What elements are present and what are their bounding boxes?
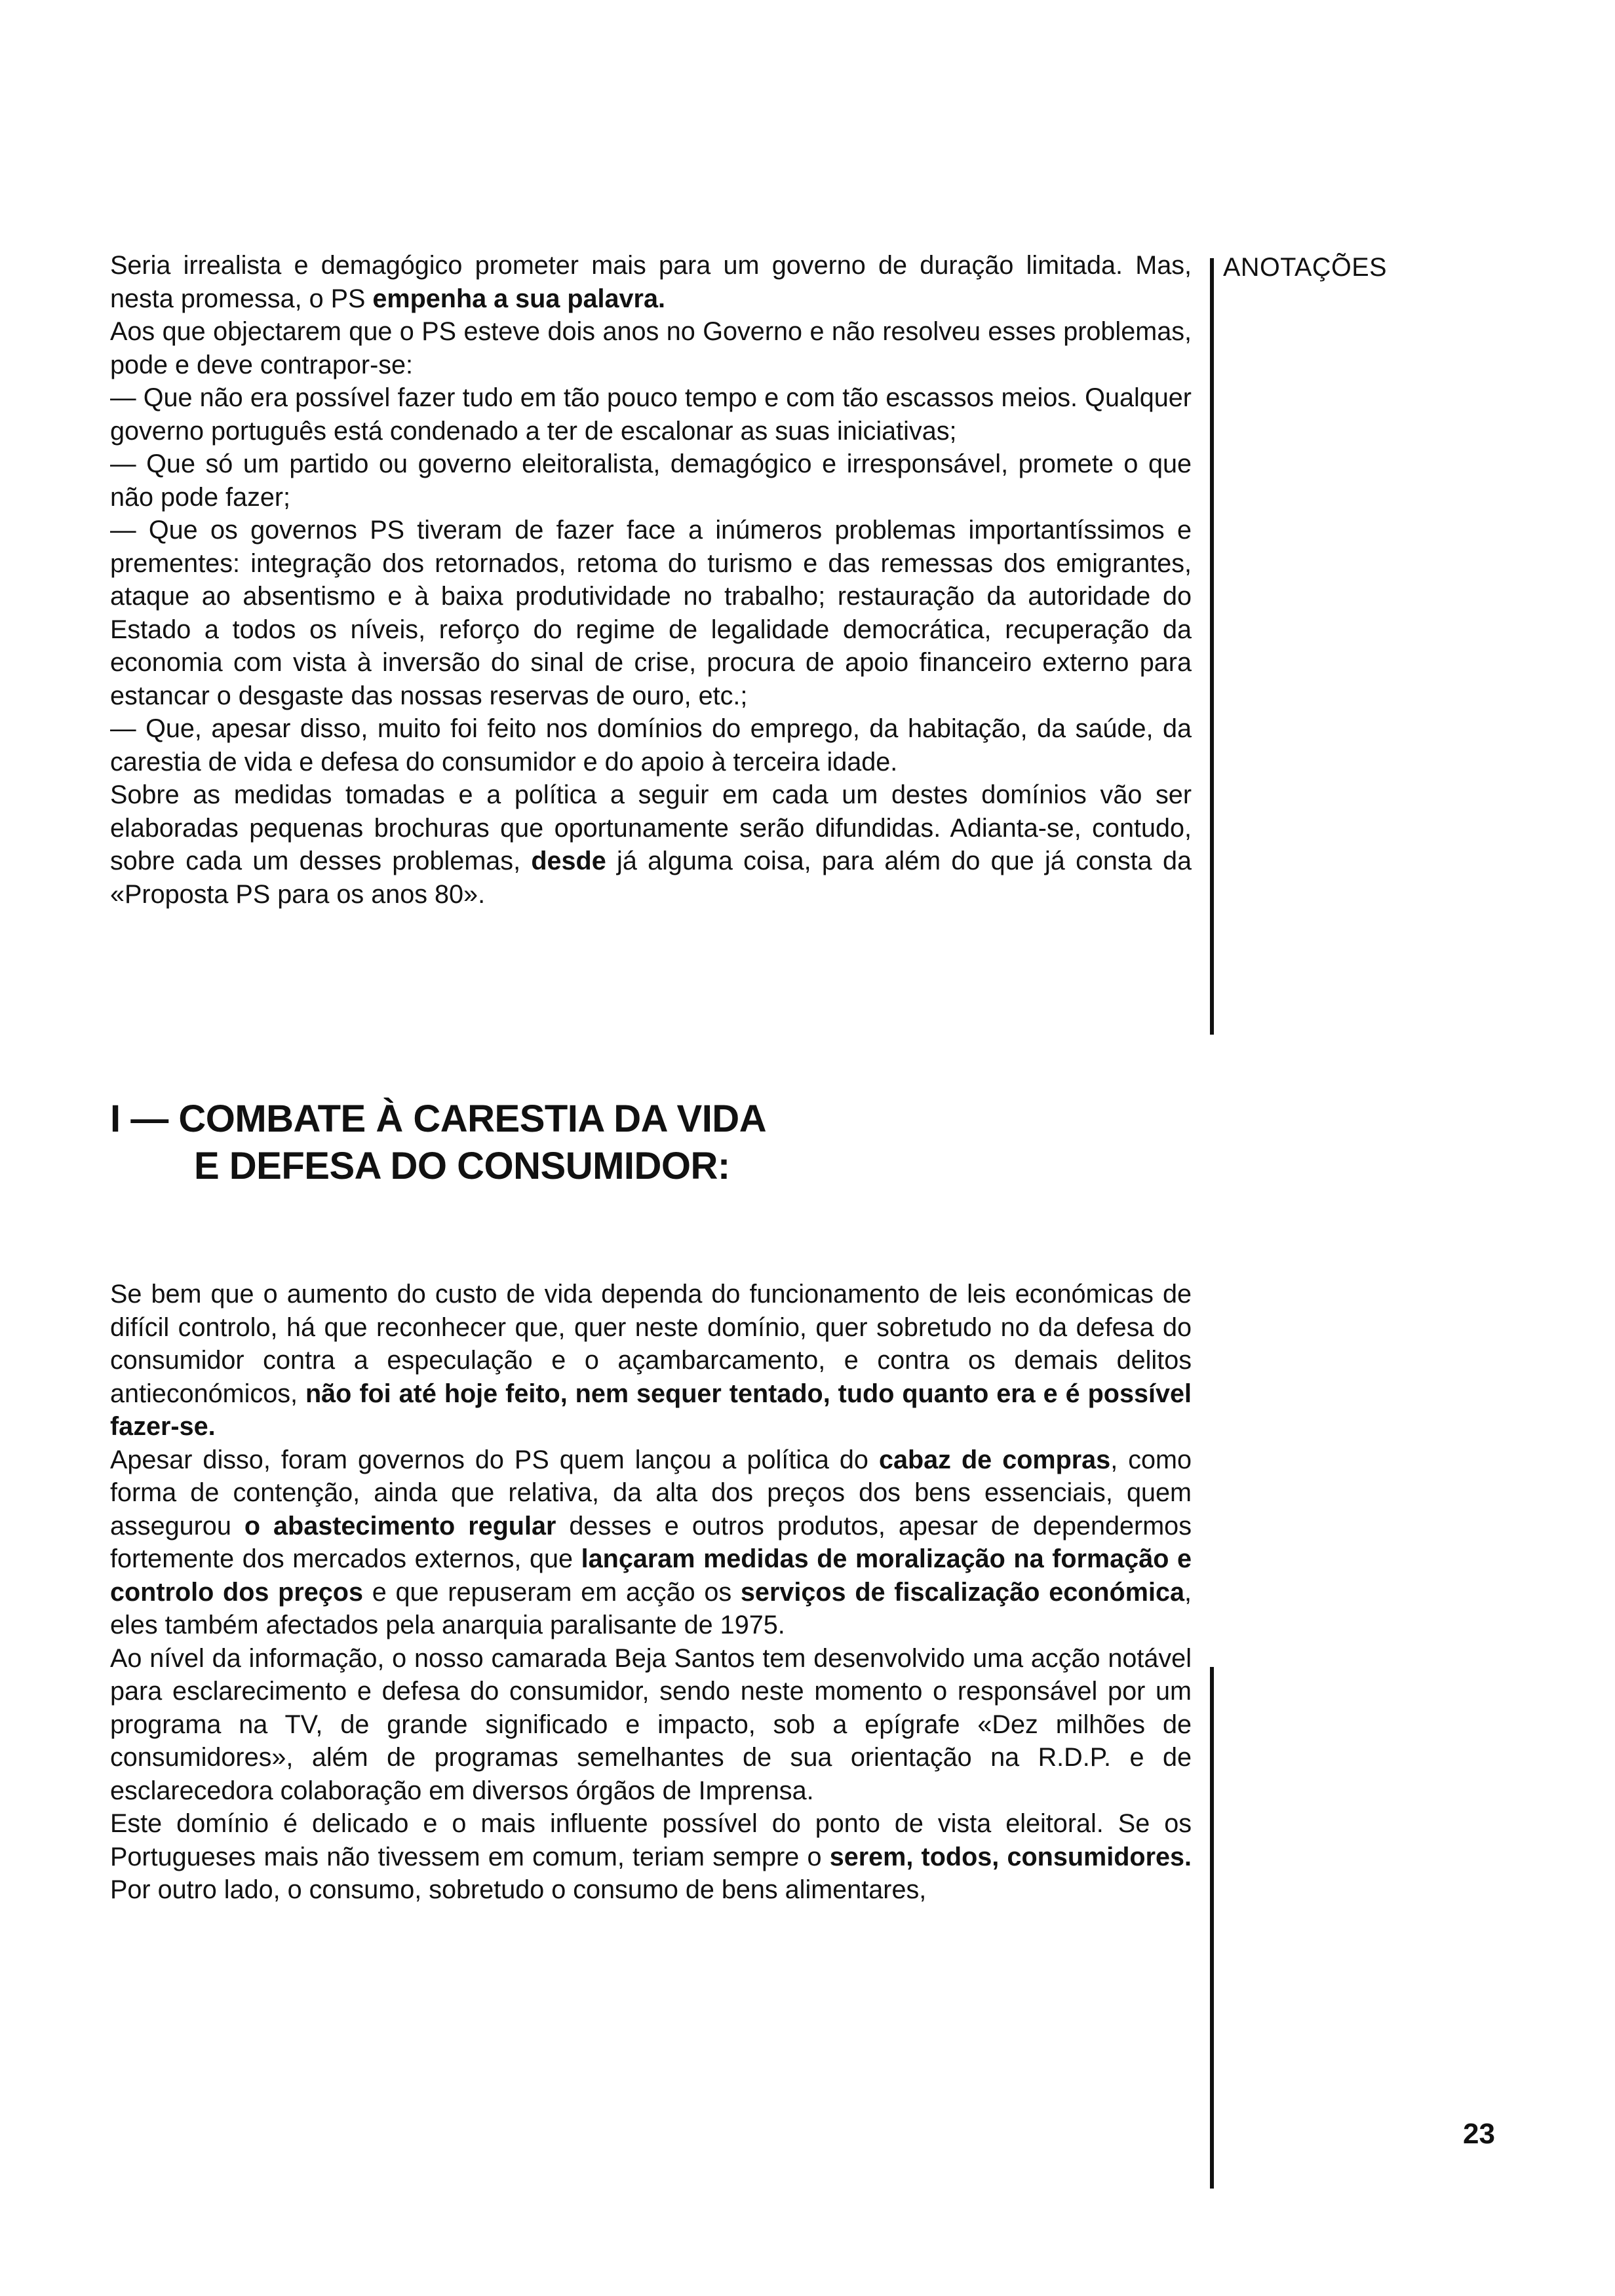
bold-text-run: não foi até hoje feito, nem sequer tentado, tudo quanto era e é possível fazer-se. [110,1379,1192,1441]
text-run: desses e outros produtos, apesar de dependermos fortemente dos mercados externos, que [110,1511,1192,1573]
page-number: 23 [1463,2118,1495,2150]
paragraph [110,778,1192,911]
text-run: Seria irrealista e demagógico prometer mais para um governo de duração limitada. Mas, nesta promessa, o PS [110,251,1192,313]
bold-text-run: empenha a sua palavra. [372,284,665,313]
bold-text-run: lançaram medidas de moralização na formação e controlo dos preços [110,1544,1192,1607]
section-heading-line-2: E DEFESA DO CONSUMIDOR: [194,1145,730,1187]
paragraph: — Que, apesar disso, muito foi feito nos domínios do emprego, da habitação, da saúde, da carestia de vida e defesa do consumidor e do apoio à terceira idade. [110,714,1192,776]
text-run: , como forma de contenção, ainda que relativa, da alta dos preços dos bens essenciais, quem assegurou [110,1445,1192,1540]
section-heading [110,1096,766,1190]
text-run: Se bem que o aumento do custo de vida dependa do funcionamento de leis económicas de difícil controlo, há que reconhecer que, quer neste domínio, quer sobretudo no da defesa do consumidor contra a especulação e o açambarcamento, e contra os demais delitos antieconómicos, [110,1280,1192,1408]
paragraph [110,1444,1192,1642]
intro-text-block [110,249,1192,911]
paragraph: — Que não era possível fazer tudo em tão pouco tempo e com tão escassos meios. Qualquer governo português está condenado a ter de escalonar as suas iniciativas; [110,383,1192,446]
paragraph [110,1278,1192,1444]
bold-text-run: serem, todos, consumidores. [829,1842,1192,1871]
bold-text-run: desde [531,847,606,875]
paragraph: — Que só um partido ou governo eleitoralista, demagógico e irresponsável, promete o que não pode fazer; [110,450,1192,512]
text-run: Por outro lado, o consumo, sobretudo o consumo de bens alimentares, [110,1875,927,1904]
section-heading-line-1: I — COMBATE À CARESTIA DA VIDA [110,1098,767,1140]
margin-rule-top [1210,258,1214,1035]
paragraph: — Que os governos PS tiveram de fazer face a inúmeros problemas importantíssimos e prementes: integração dos retornados, retoma do turismo e das remessas dos emigrantes, ataque ao absentismo e à baixa produtividade no trabalho; restauração da autoridade do Estado a todos os níveis, reforço do regime de legalidade democrática, recuperação da economia com vista à inversão do sinal de crise, procura de apoio financeiro externo para estancar o desgaste das nossas reservas de ouro, etc.; [110,516,1192,710]
section-text-block [110,1278,1192,1907]
paragraph [110,1807,1192,1907]
notes-label: ANOTAÇÕES [1223,253,1388,282]
text-run: Este domínio é delicado e o mais influente possível do ponto de vista eleitoral. Se os Portugueses mais não tivessem em comum, teriam sempre o [110,1809,1192,1871]
bold-text-run: serviços de fiscalização económica [740,1577,1184,1607]
paragraph [110,249,1192,315]
text-run: Sobre as medidas tomadas e a política a seguir em cada um destes domínios vão ser elaboradas pequenas brochuras que oportunamente serão difundidas. Adianta-se, contudo, sobre cada um desses problemas, [110,780,1192,875]
text-run: , eles também afectados pela anarquia paralisante de 1975. [110,1577,1192,1639]
bold-text-run: o abastecimento regular [244,1511,556,1540]
text-run: e que repuseram em acção os [362,1577,741,1607]
text-run: Apesar disso, foram governos do PS quem lançou a política do [110,1445,879,1474]
bold-text-run: cabaz de compras [878,1445,1111,1474]
paragraph: Aos que objectarem que o PS esteve dois anos no Governo e não resolveu esses problemas, pode e deve contrapor-se: [110,317,1192,379]
paragraph: Ao nível da informação, o nosso camarada Beja Santos tem desenvolvido uma acção notável para esclarecimento e defesa do consumidor, sendo neste momento o responsável por um programa na TV, de grande significado e impacto, sob a epígrafe «Dez milhões de consumidores», além de programas semelhantes de sua orientação na R.D.P. e de esclarecedora colaboração em diversos órgãos de Imprensa. [110,1643,1192,1805]
text-run: já alguma coisa, para além do que já consta da «Proposta PS para os anos 80». [110,847,1192,909]
margin-rule-bottom [1210,1667,1214,2189]
